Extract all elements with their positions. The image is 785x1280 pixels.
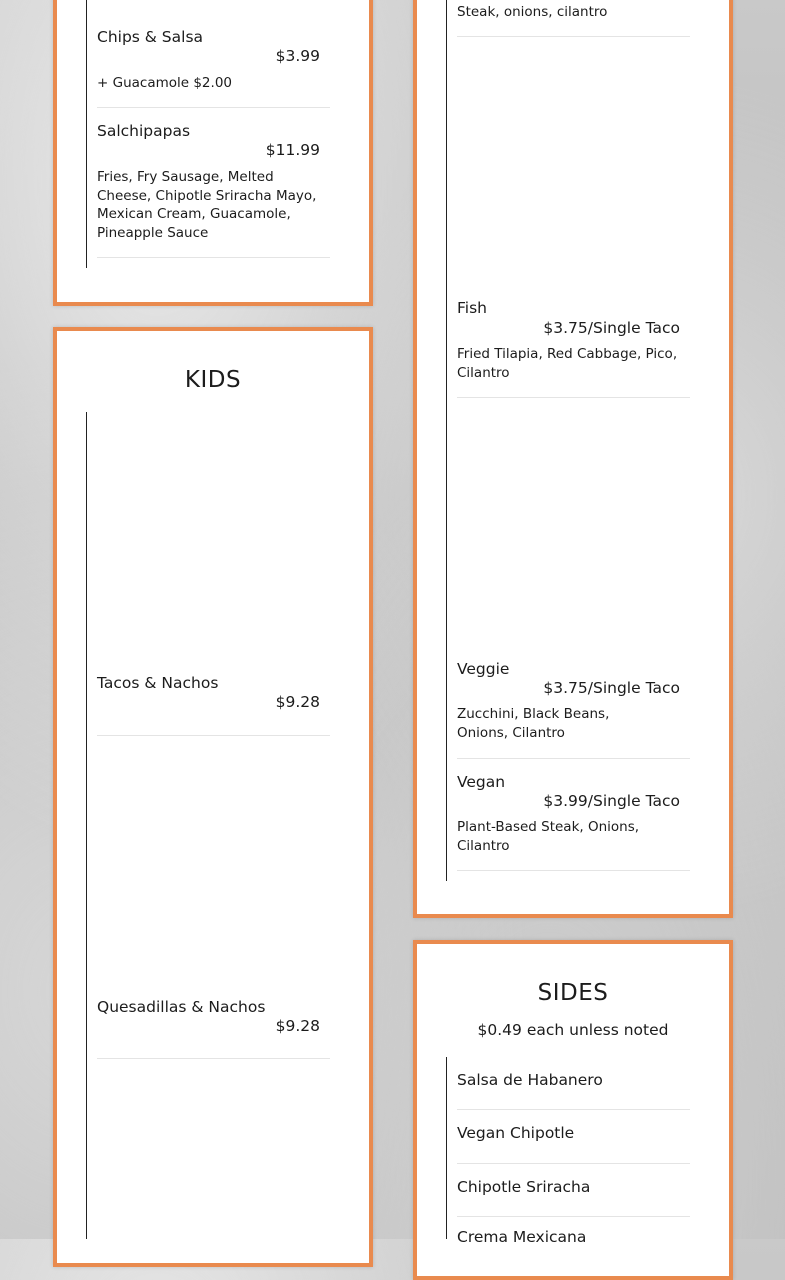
menu-item-name: Tacos & Nachos (97, 674, 219, 692)
item-separator (457, 397, 690, 398)
menu-item-price: $3.99/Single Taco (543, 792, 680, 810)
menu-item-description: Zucchini, Black Beans, Onions, Cilantro (457, 706, 610, 741)
menu-item-price: $9.28 (275, 1017, 320, 1035)
menu-item-description: + Guacamole $2.00 (97, 75, 232, 91)
menu-item-name: Veggie (457, 660, 510, 678)
item-separator (457, 36, 690, 37)
menu-item-name: Chips & Salsa (97, 28, 204, 46)
side-item-name: Vegan Chipotle (457, 1124, 575, 1142)
tacos-divider-line (446, 0, 447, 881)
menu-item-price: $3.99 (275, 47, 320, 65)
side-item-name: Salsa de Habanero (457, 1071, 603, 1089)
item-separator (457, 1163, 690, 1164)
menu-item-description: Steak, onions, cilantro (457, 4, 608, 20)
side-item-name: Crema Mexicana (457, 1228, 587, 1246)
item-separator (457, 758, 690, 759)
menu-item-description: Plant-Based Steak, Onions, Cilantro (457, 819, 640, 854)
item-separator (97, 257, 330, 258)
item-separator (97, 1058, 330, 1059)
item-separator (97, 735, 330, 736)
item-separator (457, 870, 690, 871)
menu-item-price: $9.28 (275, 693, 320, 711)
menu-item-name: Salchipapas (97, 122, 191, 140)
section-subtitle: $0.49 each unless noted (477, 1021, 669, 1039)
side-item-name: Chipotle Sriracha (457, 1178, 591, 1196)
item-separator (457, 1109, 690, 1110)
menu-item-description: Fries, Fry Sausage, Melted Cheese, Chipotle Sriracha Mayo, Mexican Cream, Guacamole, Pineapple Sauce (97, 169, 317, 241)
menu-item-name: Quesadillas & Nachos (97, 998, 266, 1016)
section-title: SIDES (537, 980, 609, 1006)
menu-item-price: $3.75/Single Taco (543, 679, 680, 697)
starters-divider-line (86, 0, 87, 268)
section-title: KIDS (184, 367, 242, 393)
menu-item-name: Vegan (457, 773, 506, 791)
item-separator (457, 1216, 690, 1217)
menu-item-description: Fried Tilapia, Red Cabbage, Pico, Cilantro (457, 346, 678, 381)
menu-item-price: $11.99 (265, 141, 320, 159)
kids-divider-line (86, 412, 87, 1239)
menu-item-price: $3.75/Single Taco (543, 319, 680, 337)
kids-card (53, 327, 373, 1267)
sides-divider-line (446, 1057, 447, 1239)
menu-item-name: Fish (457, 299, 487, 317)
item-separator (97, 107, 330, 108)
